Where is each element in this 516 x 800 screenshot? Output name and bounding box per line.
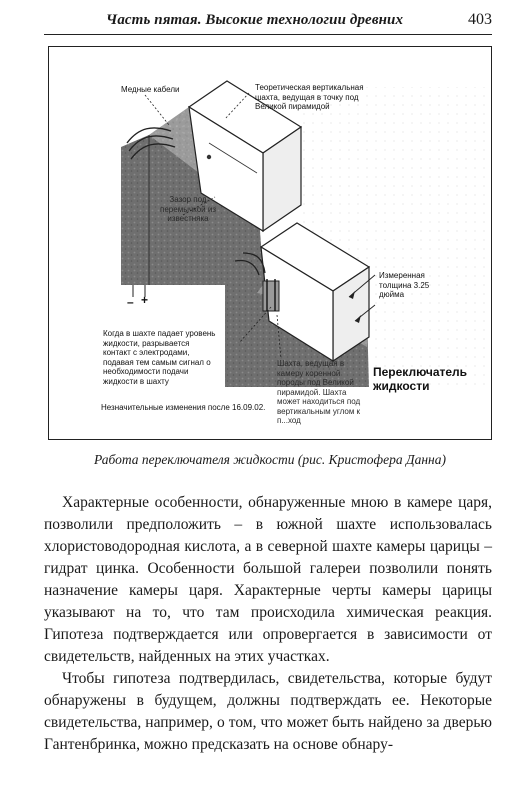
figure-illustration bbox=[48, 46, 492, 440]
terminal-minus: – bbox=[127, 295, 134, 309]
label-shaft-to-chamber: Шахта, ведущая в камеру коренной породы под Великой пирамидой. Шахта может находиться под вертикальным углом к п...ход bbox=[277, 359, 361, 425]
body-text bbox=[44, 492, 492, 756]
label-switch-title: Переключатель жидкости bbox=[373, 365, 468, 393]
label-gap: Зазор под перемычкой из известняка bbox=[160, 195, 216, 223]
page-number: 403 bbox=[468, 11, 492, 28]
label-minor-changes: Незначительные изменения после 16.09.02. bbox=[101, 403, 266, 412]
shaft-cavity bbox=[263, 281, 279, 311]
running-header bbox=[44, 8, 492, 35]
paragraph: Характерные особенности, обнаруженные мною в камере царя, позволили предположить – в южной шахте использовалась хлористоводородная кислота, а в северной шахте камеры царицы – гидрат цинка. Особенности большой галереи позволили понять назначение камеры царя. Характерные черты камеры царицы указывают на то, что там происходила химическая реакция. Гипотеза подтверждается или опровергается в зависимости от свидетельств, найденных на этих участках. bbox=[44, 494, 492, 665]
label-measured-thickness: Измеренная толщина 3.25 дюйма bbox=[379, 271, 430, 299]
figure-caption: Работа переключателя жидкости (рис. Кристофера Данна) bbox=[94, 452, 446, 467]
label-theoretical-shaft: Теоретическая вертикальная шахта, ведущая в точку под Великой пирамидой bbox=[255, 83, 364, 111]
label-copper-cables: Медные кабели bbox=[121, 85, 180, 94]
chapter-title: Часть пятая. Высокие технологии древних bbox=[106, 12, 404, 28]
label-when-level-drops: Когда в шахте падает уровень жидкости, разрывается контакт с электродами, подавая тем самым сигнал о необходимости подачи жидкости в шахту bbox=[103, 329, 216, 386]
terminal-plus: + bbox=[141, 293, 149, 307]
paragraph: Чтобы гипотеза подтвердилась, свидетельства, которые будут обнаружены в будущем, должны подтверждать ее. Некоторые свидетельства, например, о том, что может быть найдено за дверью Гантенбринка, можно предсказать на основе обнару- bbox=[44, 670, 492, 753]
